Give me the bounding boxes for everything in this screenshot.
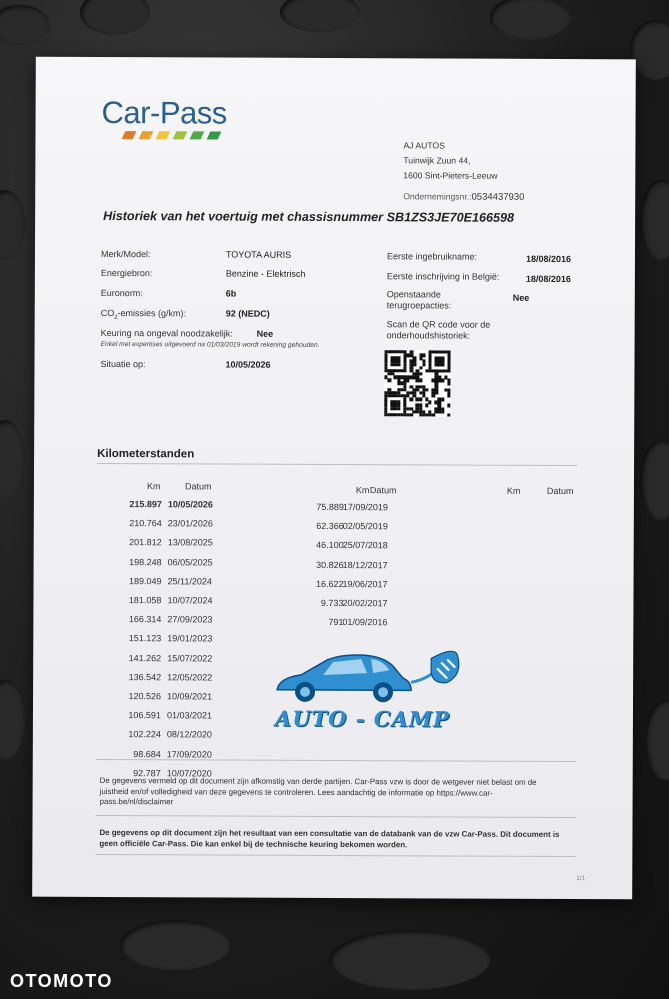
mat-texture bbox=[640, 440, 669, 520]
mileage-date: 25/07/2018 bbox=[342, 540, 388, 551]
mileage-km: 102.224 bbox=[128, 729, 161, 740]
mat-texture bbox=[640, 180, 669, 260]
car-pass-logo-text: Car-Pass bbox=[101, 94, 227, 131]
mileage-date: 20/02/2017 bbox=[342, 598, 388, 609]
page-number: 1/1 bbox=[576, 875, 586, 883]
logo-bar bbox=[139, 131, 154, 139]
mileage-date: 10/09/2021 bbox=[167, 691, 213, 702]
mileage-km: 92.787 bbox=[133, 767, 161, 779]
qr-module bbox=[422, 354, 425, 357]
qr-module bbox=[425, 404, 428, 407]
document-title: Historiek van het voertuig met chassisnummer SB1ZS3JE70E166598 bbox=[103, 208, 515, 225]
euronorm-value: 6b bbox=[225, 288, 237, 299]
bottom-divider bbox=[95, 854, 575, 857]
otomoto-watermark: OTOMOTO bbox=[10, 971, 113, 991]
logo-bar bbox=[156, 131, 171, 139]
mileage-date: 01/03/2021 bbox=[166, 710, 213, 721]
mat-texture bbox=[645, 700, 669, 780]
mat-texture bbox=[0, 190, 25, 260]
mileage-km: 62.366 bbox=[316, 521, 344, 532]
section-divider bbox=[97, 463, 577, 466]
qr-module bbox=[425, 388, 428, 391]
mileage-date: 13/08/2025 bbox=[167, 537, 213, 548]
make-model-value: TOYOTA AURIS bbox=[225, 249, 292, 260]
mat-texture bbox=[0, 5, 50, 45]
qr-module bbox=[419, 398, 422, 401]
mileage-km: 791 bbox=[328, 617, 344, 628]
company-number-label: Ondernemingsnr.: bbox=[403, 191, 472, 202]
mileage-km: 141.262 bbox=[128, 652, 162, 663]
mileage-date: 27/09/2023 bbox=[167, 614, 213, 625]
car-pass-document bbox=[32, 57, 636, 900]
qr-module bbox=[388, 379, 391, 382]
mileage-km: 189.049 bbox=[128, 575, 162, 587]
mileage-date: 06/05/2025 bbox=[167, 556, 213, 568]
qr-module bbox=[435, 391, 438, 394]
mileage-km: 16.622 bbox=[315, 578, 344, 589]
qr-module bbox=[441, 363, 444, 366]
col2-date-header: Datum bbox=[369, 485, 397, 496]
energy-value: Benzine - Elektrisch bbox=[225, 268, 306, 279]
qr-module bbox=[441, 398, 444, 401]
qr-module bbox=[422, 363, 425, 366]
mileage-km: 120.526 bbox=[128, 691, 162, 702]
mileage-date: 08/12/2020 bbox=[166, 729, 212, 740]
mat-texture bbox=[280, 0, 360, 32]
situation-value: 10/05/2026 bbox=[225, 359, 271, 370]
mileage-date: 02/05/2019 bbox=[342, 521, 388, 532]
mat-texture bbox=[80, 0, 150, 35]
qr-module bbox=[447, 369, 450, 372]
logo-bar bbox=[207, 131, 222, 139]
co2-value: 92 (NEDC) bbox=[225, 308, 270, 319]
car-ev-icon bbox=[271, 648, 471, 709]
euronorm-label: Euronorm: bbox=[100, 287, 143, 299]
mileage-date: 17/09/2020 bbox=[166, 748, 212, 760]
first-use-value: 18/08/2016 bbox=[525, 253, 572, 265]
col3-km-header: Km bbox=[506, 485, 521, 496]
auto-camp-watermark-text: AUTO - CAMP bbox=[274, 705, 450, 732]
qr-module bbox=[441, 410, 444, 413]
mileage-km: 9.733 bbox=[320, 597, 344, 609]
col2-km-header: Km bbox=[355, 485, 370, 496]
mileage-date: 10/07/2020 bbox=[166, 768, 212, 779]
issuer-company-number bbox=[403, 191, 524, 203]
mileage-date: 19/06/2017 bbox=[342, 578, 388, 590]
company-number-value: 0534437930 bbox=[471, 191, 525, 203]
col1-date-header: Datum bbox=[184, 481, 212, 492]
mileage-date: 01/09/2016 bbox=[342, 617, 388, 628]
qr-module bbox=[413, 363, 416, 366]
co2-label-subscript: 2 bbox=[114, 314, 118, 321]
make-model-label: Merk/Model: bbox=[100, 248, 151, 260]
logo-bar bbox=[173, 131, 188, 139]
qr-module bbox=[431, 413, 434, 416]
mileage-date: 17/09/2019 bbox=[342, 502, 388, 513]
inspection-label: Keuring na ongeval noodzakelijk: bbox=[100, 327, 233, 339]
qr-module bbox=[419, 366, 422, 369]
auto-camp-watermark bbox=[271, 648, 471, 739]
logo-bar bbox=[122, 131, 137, 139]
logo-bar bbox=[190, 131, 205, 139]
qr-module bbox=[419, 379, 422, 382]
issuer-street: Tuinwijk Zuun 44, bbox=[403, 155, 471, 166]
qr-module bbox=[447, 404, 450, 407]
qr-module bbox=[431, 394, 434, 397]
first-be-registration-value: 18/08/2016 bbox=[525, 273, 571, 285]
qr-module bbox=[397, 363, 400, 366]
mileage-km: 198.248 bbox=[129, 556, 162, 567]
disclaimer-divider bbox=[96, 759, 576, 762]
first-use-label: Eerste ingebruikname: bbox=[386, 251, 478, 262]
mileage-km: 136.542 bbox=[128, 671, 162, 683]
co2-label bbox=[101, 308, 186, 321]
co2-label-suffix: -emissies (g/km): bbox=[117, 308, 187, 319]
inspection-note: Enkel met expertises uitgevoerd na 01/03/2019 wordt rekening gehouden. bbox=[100, 340, 320, 349]
mileage-date: 15/07/2022 bbox=[167, 652, 213, 664]
mileage-km: 46.100 bbox=[316, 540, 344, 551]
qr-module bbox=[428, 401, 431, 404]
qr-module bbox=[447, 394, 450, 397]
mileage-date: 18/12/2017 bbox=[342, 559, 388, 570]
mileage-km: 30.826 bbox=[316, 559, 344, 570]
energy-label: Energiebron: bbox=[100, 267, 153, 279]
issuer-name: AJ AUTOS bbox=[403, 140, 445, 151]
mileage-date: 23/01/2026 bbox=[167, 518, 213, 529]
qr-module bbox=[447, 382, 450, 385]
qr-module bbox=[441, 379, 444, 382]
inspection-value: Nee bbox=[256, 328, 274, 339]
co2-label-prefix: CO bbox=[100, 307, 115, 319]
qr-module bbox=[406, 379, 409, 382]
mileage-date: 25/11/2024 bbox=[167, 576, 212, 587]
qr-module bbox=[419, 372, 422, 375]
situation-label: Situatie op: bbox=[100, 358, 146, 370]
mat-texture bbox=[630, 20, 669, 80]
issuer-city: 1600 Sint-Pieters-Leeuw bbox=[403, 170, 498, 181]
col1-km-header: Km bbox=[146, 481, 161, 492]
mat-texture bbox=[490, 0, 570, 40]
footer-note: De gegevens op dit document zijn het resultaat van een consultatie van de databank van de vzw Car-Pass. Dit document is geen officiële Car-Pass. Die kan enkel bij de technische keuring bekomen worden. bbox=[99, 827, 560, 849]
mileage-km: 181.058 bbox=[128, 595, 162, 606]
col3-date-header: Datum bbox=[546, 485, 574, 497]
mileage-km: 215.897 bbox=[129, 499, 162, 510]
mat-texture bbox=[330, 930, 490, 990]
mat-texture bbox=[120, 920, 230, 970]
disclaimer-text: De gegevens vermeld op dit document zijn afkomstig van derde partijen. Car-Pass vzw is door de wetgever niet belast om de juistheid en/of volledigheid van deze gegevens te controleren. Lees aandachtig de informatie op https://www.car-pass.be/nl/disclaimer bbox=[99, 775, 537, 807]
qr-module bbox=[397, 407, 400, 410]
recalls-value: Nee bbox=[512, 292, 530, 303]
mat-texture bbox=[0, 680, 25, 760]
mat-texture bbox=[0, 420, 25, 500]
mileage-km: 166.314 bbox=[128, 614, 162, 625]
recalls-label-line1: Openstaande bbox=[386, 289, 441, 300]
recalls-label-line2: terugroepacties: bbox=[386, 300, 452, 311]
mileage-km: 151.123 bbox=[128, 633, 162, 644]
mileage-km: 210.764 bbox=[129, 518, 162, 529]
mileage-section-title: Kilometerstanden bbox=[97, 447, 195, 461]
qr-module bbox=[403, 369, 406, 372]
mileage-date: 10/07/2024 bbox=[167, 595, 213, 606]
qr-label-line2: onderhoudshistoriek: bbox=[386, 330, 471, 341]
qr-module bbox=[447, 413, 450, 416]
mileage-km: 98.684 bbox=[133, 748, 161, 759]
qr-module bbox=[409, 413, 412, 416]
qr-module bbox=[409, 397, 412, 400]
first-be-registration-label: Eerste inschrijving in België: bbox=[386, 271, 500, 282]
maintenance-qr-code[interactable] bbox=[384, 350, 450, 416]
mileage-km: 75.889 bbox=[316, 501, 344, 513]
mileage-km: 201.812 bbox=[129, 537, 162, 548]
mileage-date: 10/05/2026 bbox=[167, 499, 213, 510]
car-pass-logo-bars bbox=[123, 131, 233, 141]
footer-divider bbox=[96, 815, 576, 818]
mileage-date: 12/05/2022 bbox=[167, 672, 213, 683]
mileage-km: 106.591 bbox=[128, 710, 161, 721]
qr-label-line1: Scan de QR code voor de bbox=[386, 319, 491, 330]
mileage-date: 19/01/2023 bbox=[167, 633, 213, 644]
